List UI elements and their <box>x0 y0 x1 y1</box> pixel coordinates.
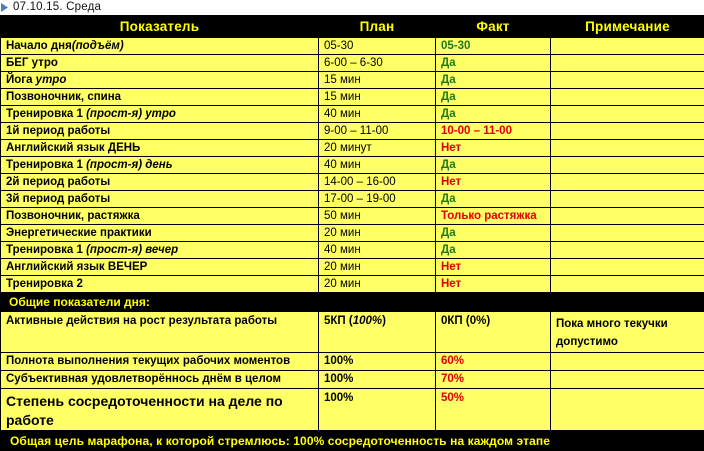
table-body <box>1 38 704 431</box>
cell-note <box>551 242 704 259</box>
cell-summary-plan: 5КП (100%) <box>319 312 436 353</box>
column-header-fact: Факт <box>436 16 551 38</box>
cell-fact: Только растяжка <box>436 208 551 225</box>
cell-note <box>551 174 704 191</box>
footer-goal-band <box>0 431 704 451</box>
column-header-plan: План <box>319 16 436 38</box>
cell-note <box>551 157 704 174</box>
cell-plan: 40 мин <box>319 242 436 259</box>
section-band-label: Общие показатели дня: <box>1 293 704 312</box>
cell-note <box>551 89 704 106</box>
cell-fact: Да <box>436 242 551 259</box>
cell-summary-fact: 0КП (0%) <box>436 312 551 353</box>
table-row <box>1 55 704 72</box>
cell-plan: 40 мин <box>319 157 436 174</box>
cell-indicator: Тренировка 2 <box>1 276 319 293</box>
cell-plan: 05-30 <box>319 38 436 55</box>
cell-indicator: БЕГ утро <box>1 55 319 72</box>
cell-fact: Нет <box>436 276 551 293</box>
table-row <box>1 38 704 55</box>
cell-note <box>551 225 704 242</box>
date-strip <box>0 0 704 15</box>
cell-fact: Нет <box>436 140 551 157</box>
table-row <box>1 140 704 157</box>
section-band-row <box>1 293 704 312</box>
summary-row <box>1 312 704 353</box>
table-row <box>1 191 704 208</box>
cell-summary-note <box>551 353 704 371</box>
cell-indicator: 1й период работы <box>1 123 319 140</box>
table-row <box>1 123 704 140</box>
cell-note <box>551 191 704 208</box>
cell-indicator: Тренировка 1 (прост-я) вечер <box>1 242 319 259</box>
cell-fact: Нет <box>436 259 551 276</box>
cell-note <box>551 276 704 293</box>
table-row <box>1 89 704 106</box>
cell-note <box>551 55 704 72</box>
cell-plan: 20 минут <box>319 140 436 157</box>
cell-fact: Да <box>436 106 551 123</box>
cell-plan: 6-00 – 6-30 <box>319 55 436 72</box>
cell-summary-fact: 60% <box>436 353 551 371</box>
cell-fact: Да <box>436 72 551 89</box>
cell-indicator: Позвоночник, спина <box>1 89 319 106</box>
cell-fact: 10-00 – 11-00 <box>436 123 551 140</box>
table-row <box>1 157 704 174</box>
cell-note <box>551 38 704 55</box>
plan-percent-emphasis: 100% <box>353 315 382 327</box>
cell-indicator: Тренировка 1 (прост-я) утро <box>1 106 319 123</box>
summary-row <box>1 353 704 371</box>
date-label: 07.10.15. Среда <box>13 1 101 14</box>
cell-plan: 20 мин <box>319 276 436 293</box>
cell-indicator: Йога утро <box>1 72 319 89</box>
cell-plan: 50 мин <box>319 208 436 225</box>
triangle-right-marker-icon <box>1 3 8 12</box>
summary-row <box>1 389 704 431</box>
cell-plan: 15 мин <box>319 89 436 106</box>
table-row <box>1 174 704 191</box>
cell-summary-fact: 70% <box>436 371 551 389</box>
cell-indicator: 2й период работы <box>1 174 319 191</box>
cell-plan: 40 мин <box>319 106 436 123</box>
table-header-row <box>1 16 704 38</box>
cell-summary-plan: 100% <box>319 371 436 389</box>
column-header-indicator: Показатель <box>1 16 319 38</box>
cell-indicator: 3й период работы <box>1 191 319 208</box>
cell-note <box>551 259 704 276</box>
cell-summary-indicator: Активные действия на рост результата работы <box>1 312 319 353</box>
table-row <box>1 259 704 276</box>
table-row <box>1 208 704 225</box>
cell-summary-note <box>551 371 704 389</box>
footer-goal-text: Общая цель марафона, к которой стремлюсь: 100% сосредоточенность на каждом этапе <box>10 434 550 448</box>
indicator-qualifier: (подъём) <box>72 40 124 52</box>
cell-fact: Да <box>436 89 551 106</box>
cell-summary-plan: 100% <box>319 389 436 431</box>
cell-summary-plan: 100% <box>319 353 436 371</box>
cell-summary-note: Пока много текучки допустимо <box>551 312 704 353</box>
cell-fact: Да <box>436 225 551 242</box>
indicator-qualifier: (прост-я) утро <box>86 108 176 120</box>
indicator-qualifier: (прост-я) вечер <box>86 244 178 256</box>
cell-note <box>551 208 704 225</box>
daily-plan-table <box>0 15 704 431</box>
table-row <box>1 242 704 259</box>
cell-indicator: Тренировка 1 (прост-я) день <box>1 157 319 174</box>
cell-fact: Да <box>436 157 551 174</box>
table-row <box>1 225 704 242</box>
cell-fact: 05-30 <box>436 38 551 55</box>
cell-plan: 20 мин <box>319 225 436 242</box>
cell-note <box>551 106 704 123</box>
cell-note <box>551 123 704 140</box>
table-row <box>1 72 704 89</box>
table-row <box>1 106 704 123</box>
indicator-qualifier: (прост-я) день <box>86 159 172 171</box>
cell-indicator: Энергетические практики <box>1 225 319 242</box>
cell-plan: 20 мин <box>319 259 436 276</box>
cell-plan: 9-00 – 11-00 <box>319 123 436 140</box>
column-header-note: Примечание <box>551 16 704 38</box>
cell-note <box>551 72 704 89</box>
cell-indicator: Позвоночник, растяжка <box>1 208 319 225</box>
indicator-qualifier: утро <box>36 74 67 86</box>
cell-plan: 15 мин <box>319 72 436 89</box>
cell-indicator: Начало дня(подъём) <box>1 38 319 55</box>
cell-summary-indicator: Субъективная удовлетворённось днём в целом <box>1 371 319 389</box>
cell-summary-indicator: Полнота выполнения текущих рабочих моментов <box>1 353 319 371</box>
cell-summary-indicator: Степень сосредоточенности на деле по работе <box>1 389 319 431</box>
table-row <box>1 276 704 293</box>
cell-fact: Нет <box>436 174 551 191</box>
cell-fact: Да <box>436 55 551 72</box>
cell-fact: Да <box>436 191 551 208</box>
cell-indicator: Английский язык ДЕНЬ <box>1 140 319 157</box>
cell-plan: 17-00 – 19-00 <box>319 191 436 208</box>
summary-row <box>1 371 704 389</box>
cell-summary-fact: 50% <box>436 389 551 431</box>
cell-summary-note <box>551 389 704 431</box>
cell-indicator: Английский язык ВЕЧЕР <box>1 259 319 276</box>
cell-note <box>551 140 704 157</box>
cell-plan: 14-00 – 16-00 <box>319 174 436 191</box>
